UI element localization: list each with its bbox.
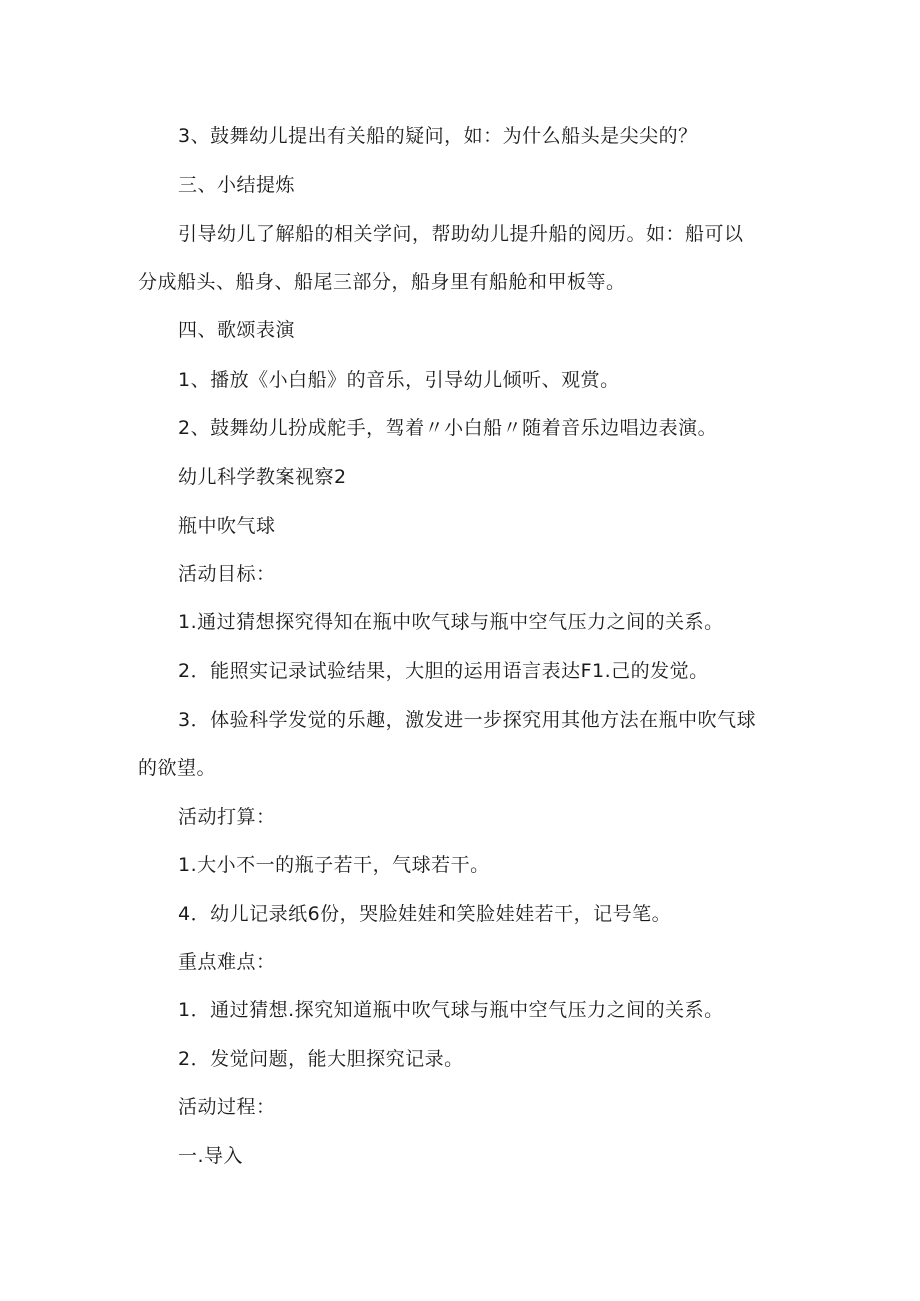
text-line: 引导幼儿了解船的相关学问，帮助幼儿提升船的阅历。如：船可以 [178, 223, 744, 245]
text-line: 分成船头、船身、船尾三部分，船身里有船舱和甲板等。 [138, 271, 626, 293]
text-line: 3、鼓舞幼儿提出有关船的疑问，如：为什么船头是尖尖的？ [178, 125, 698, 147]
text-line: 3．体验科学发觉的乐趣，激发进一步探究用其他方法在瓶中吹气球 [178, 709, 757, 731]
section-heading: 活动打算： [178, 806, 276, 828]
text-line: 4．幼儿记录纸6份，哭脸娃娃和笑脸娃娃若干，记号笔。 [178, 903, 672, 925]
text-line: 2．能照实记录试验结果，大胆的运用语言表达F1.己的发觉。 [178, 660, 709, 682]
section-heading: 一.导入 [178, 1145, 244, 1167]
activity-title: 瓶中吹气球 [178, 515, 276, 537]
text-line: 1、播放《小白船》的音乐，引导幼儿倾听、观赏。 [178, 369, 620, 391]
section-heading: 活动过程： [178, 1096, 276, 1118]
section-heading: 重点难点： [178, 951, 276, 973]
section-heading: 四、歌颂表演 [178, 319, 296, 341]
document-subtitle: 幼儿科学教案视察2 [178, 466, 347, 488]
text-line: 2、鼓舞幼儿扮成舵手，驾着〃小白船〃随着音乐边唱边表演。 [178, 417, 718, 439]
text-line: 2．发觉问题，能大胆探究记录。 [178, 1048, 464, 1070]
section-heading: 三、小结提炼 [178, 174, 296, 196]
text-line: 1.通过猜想探究得知在瓶中吹气球与瓶中空气压力之间的关系。 [178, 611, 724, 633]
text-line: 1.大小不一的瓶子若干，气球若干。 [178, 854, 490, 876]
text-line: 1．通过猜想.探究知道瓶中吹气球与瓶中空气压力之间的关系。 [178, 999, 724, 1021]
section-heading: 活动目标： [178, 563, 276, 585]
text-line: 的欲望。 [138, 757, 217, 779]
